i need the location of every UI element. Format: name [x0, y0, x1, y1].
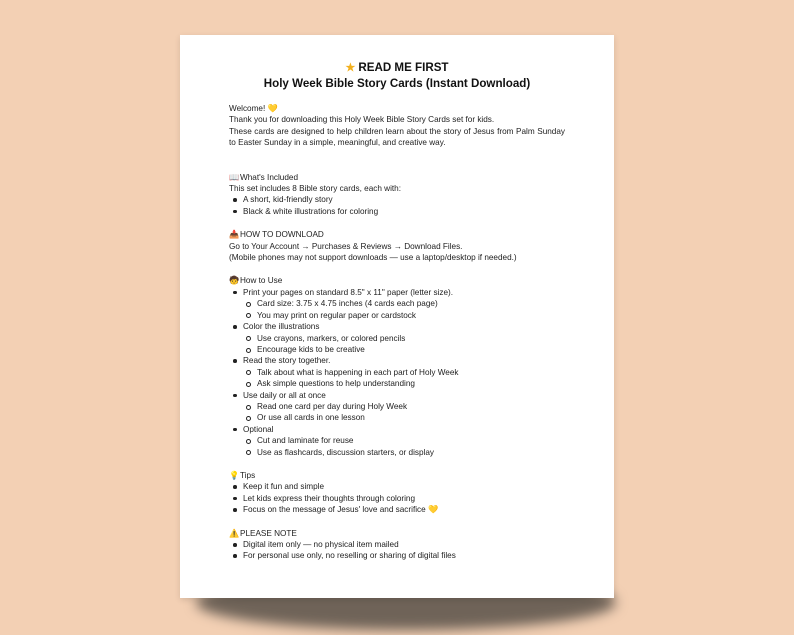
included-heading — [229, 172, 565, 183]
list-item: Black & white illustrations for coloring — [229, 206, 565, 217]
howto-sublist — [229, 401, 565, 424]
howto-heading — [229, 275, 565, 286]
list-item: Optional — [229, 424, 565, 435]
child-icon: 🧒 — [229, 276, 240, 286]
title-text: READ ME FIRST — [358, 61, 449, 74]
sub-list-item: Cut and laminate for reuse — [229, 435, 565, 446]
download-heading — [229, 229, 565, 240]
note-heading — [229, 528, 565, 539]
download-note: (Mobile phones may not support downloads — use a laptop/desktop if needed.) — [229, 253, 517, 263]
list-item: Color the illustrations — [229, 321, 565, 332]
sub-list-item: Use crayons, markers, or colored pencils — [229, 333, 565, 344]
howto-sublist — [229, 435, 565, 458]
list-item: Let kids express their thoughts through coloring — [229, 493, 565, 504]
list-item — [229, 287, 565, 298]
list-item: Keep it fun and simple — [229, 481, 565, 492]
note-list — [229, 539, 565, 562]
sub-list-item: Use as flashcards, discussion starters, or display — [229, 447, 565, 458]
welcome-text: Welcome! 💛 — [229, 104, 278, 113]
sub-list-item: Read one card per day during Holy Week — [229, 401, 565, 412]
list-item: Digital item only — no physical item mailed — [229, 539, 565, 550]
tips-list — [229, 481, 565, 515]
title-line-2: Holy Week Bible Story Cards (Instant Download) — [263, 77, 531, 90]
list-item: Read the story together. — [229, 355, 565, 366]
sub-list-item: Ask simple questions to help understanding — [229, 378, 565, 389]
book-icon: 📖 — [229, 172, 240, 182]
note-heading-text: PLEASE NOTE — [240, 528, 297, 538]
included-intro: This set includes 8 Bible story cards, each with: — [229, 184, 402, 194]
sub-list-item: Encourage kids to be creative — [229, 344, 565, 355]
lightbulb-icon: 💡 — [229, 470, 240, 480]
sub-list-item: Card size: 3.75 x 4.75 inches (4 cards each page) — [229, 298, 565, 309]
sub-list-item: Or use all cards in one lesson — [229, 412, 565, 423]
howto-list — [229, 321, 565, 332]
thanks-text: Thank you for downloading this Holy Week Bible Story Cards set for kids. — [229, 115, 495, 125]
howto-list — [229, 355, 565, 366]
list-item-label: Print your pages on standard 8.5" x 11" paper (letter size). — [243, 287, 454, 297]
howto-heading-text: How to Use — [240, 276, 283, 286]
download-heading-text: HOW TO DOWNLOAD — [240, 230, 324, 240]
howto-list — [229, 287, 565, 298]
warning-icon: ⚠️ — [229, 528, 240, 538]
sub-list-item: Talk about what is happening in each part of Holy Week — [229, 367, 565, 378]
howto-list — [229, 390, 565, 401]
list-item: For personal use only, no reselling or sharing of digital files — [229, 550, 565, 561]
included-list — [229, 194, 565, 217]
intro-paragraph: These cards are designed to help children learn about the story of Jesus from Palm Sunday to Easter Sunday in a simple, meaningful, and creative way. — [229, 126, 565, 148]
howto-list — [229, 424, 565, 435]
tips-heading-text: Tips — [240, 470, 256, 480]
list-item: A short, kid-friendly story — [229, 194, 565, 205]
howto-sublist — [229, 367, 565, 390]
included-heading-text: What's Included — [240, 172, 298, 182]
list-item: Focus on the message of Jesus' love and sacrifice 💛 — [229, 504, 565, 515]
download-steps: Go to Your Account → Purchases & Reviews → Download Files. — [229, 241, 463, 251]
title-line-1 — [229, 60, 565, 76]
sub-list-item: You may print on regular paper or cardstock — [229, 310, 565, 321]
inbox-icon: 📥 — [229, 230, 240, 240]
document-page — [180, 35, 614, 598]
howto-sublist — [229, 333, 565, 356]
tips-heading — [229, 470, 565, 481]
list-item: Use daily or all at once — [229, 390, 565, 401]
howto-sublist — [229, 298, 565, 321]
star-icon: ★ — [345, 62, 356, 74]
